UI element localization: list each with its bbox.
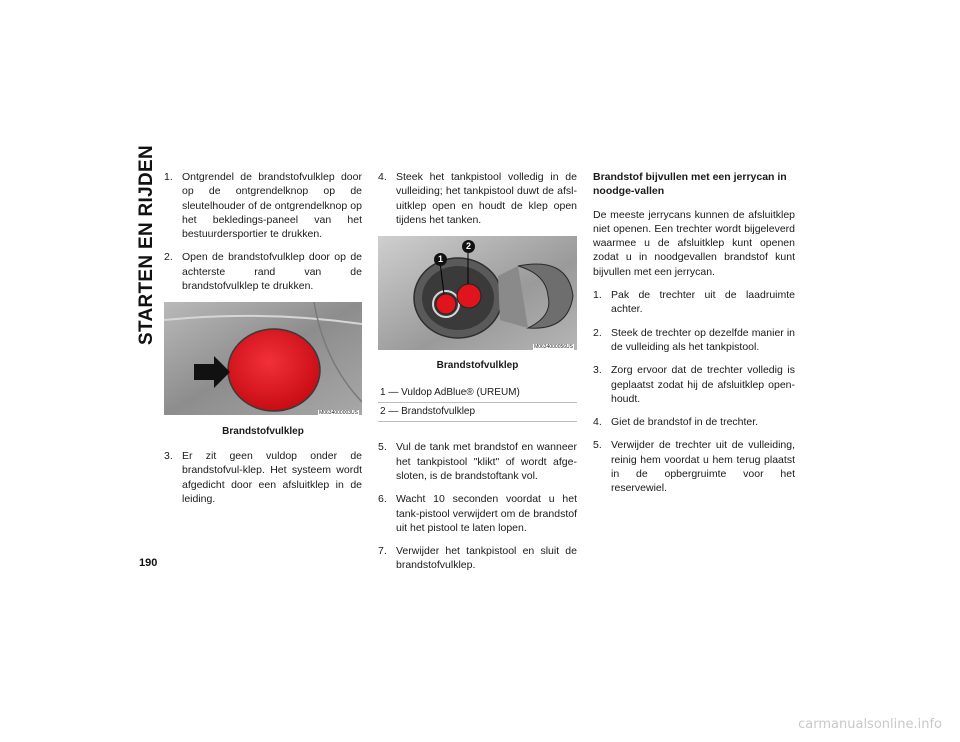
list-item [164, 170, 362, 241]
callout-1: 1 [434, 253, 447, 266]
section-heading: Brandstof bijvullen met een jerrycan in noodge-vallen [593, 171, 787, 198]
item-number: 5. [593, 439, 602, 452]
legend-row: 1 — Vuldop AdBlue® (UREUM) [378, 384, 577, 403]
figure-caption: Brandstofvulklep [436, 360, 519, 372]
item-number: 3. [593, 364, 602, 377]
item-number: 7. [378, 545, 387, 558]
item-text: Pak de trechter uit de laadruimte achter. [611, 289, 795, 316]
list-item [593, 415, 795, 429]
figure-caption: Brandstofvulklep [222, 425, 304, 437]
fuel-door-figure [164, 302, 362, 419]
list-item [378, 440, 577, 483]
figure-code: M0634000003US [319, 409, 358, 416]
figure-code: M0634000056US [534, 344, 573, 351]
list-item [164, 250, 362, 293]
item-text: Er zit geen vuldop onder de brandstofvul-klep. Het systeem wordt afgedicht door een afsluitklep in de leiding. [182, 449, 362, 505]
item-number: 2. [593, 326, 602, 339]
item-text: Vul de tank met brandstof en wanneer het tankpistool "klikt" of wordt afge-sloten, is de brandstoftank vol. [396, 441, 577, 482]
section-side-tab [136, 144, 158, 346]
item-text: Wacht 10 seconden voordat u het tank-pistool verwijdert om de brandstof uit het pistool te laten lopen. [396, 493, 577, 534]
fuel-door-illustration [164, 302, 362, 415]
column-2 [378, 170, 577, 582]
item-number: 1. [164, 171, 173, 183]
page-number: 190 [139, 557, 158, 569]
list-item [593, 326, 795, 355]
item-number: 1. [593, 289, 602, 302]
list-item [378, 544, 577, 573]
watermark: carmanualsonline.info [798, 717, 942, 732]
item-text: Zorg ervoor dat de trechter volledig is geplaatst zodat hij de afsluitklep open-houdt. [611, 364, 795, 405]
list-item [378, 170, 577, 227]
item-text: Verwijder het tankpistool en sluit de brandstofvulklep. [396, 545, 577, 572]
body-paragraph: De meeste jerrycans kunnen de afsluitklep niet openen. Een trechter wordt bijgeleverd waarmee u de afsluitklep kunt openen zodat u in noodgevallen brandstof kunt bijvullen met een jerrycan. [593, 208, 795, 278]
list-item [164, 449, 362, 506]
column-1 [164, 170, 362, 515]
filler-neck-figure [378, 236, 577, 354]
item-number: 4. [593, 416, 602, 429]
item-number: 5. [378, 441, 387, 454]
figure-legend [378, 384, 577, 423]
item-number: 4. [378, 171, 387, 183]
list-item [593, 288, 795, 317]
callout-2: 2 [462, 240, 475, 253]
item-number: 3. [164, 449, 173, 462]
item-text: Steek de trechter op dezelfde manier in de vulleiding als het tankpistool. [611, 326, 795, 353]
item-text: Steek het tankpistool volledig in de vulleiding; het tankpistool duwt de afsl-uitklep open en houdt de klep open tijdens het tanken. [396, 171, 577, 226]
item-number: 6. [378, 493, 387, 506]
item-text: Verwijder de trechter uit de vulleiding, reinig hem voordat u hem terug plaatst in de opbergruimte voor het reservewiel. [611, 439, 795, 495]
list-item [378, 492, 577, 535]
item-text: Ontgrendel de brandstofvulklep door op de ontgrendelknop op de sleutelhouder of de ontgrendelknop op het bekledings-paneel van het bestuurdersportier te drukken. [182, 171, 362, 241]
section-title: STARTEN EN RIJDEN [136, 144, 157, 346]
item-text: Open de brandstofvulklep door op de achterste rand van de brandstofvulklep te drukken. [182, 251, 362, 293]
list-item [593, 438, 795, 495]
legend-row: 2 — Brandstofvulklep [378, 403, 577, 422]
item-text: Giet de brandstof in de trechter. [611, 416, 759, 429]
item-number: 2. [164, 251, 173, 264]
column-3 [593, 170, 795, 505]
filler-neck-illustration [378, 236, 577, 350]
list-item [593, 363, 795, 406]
